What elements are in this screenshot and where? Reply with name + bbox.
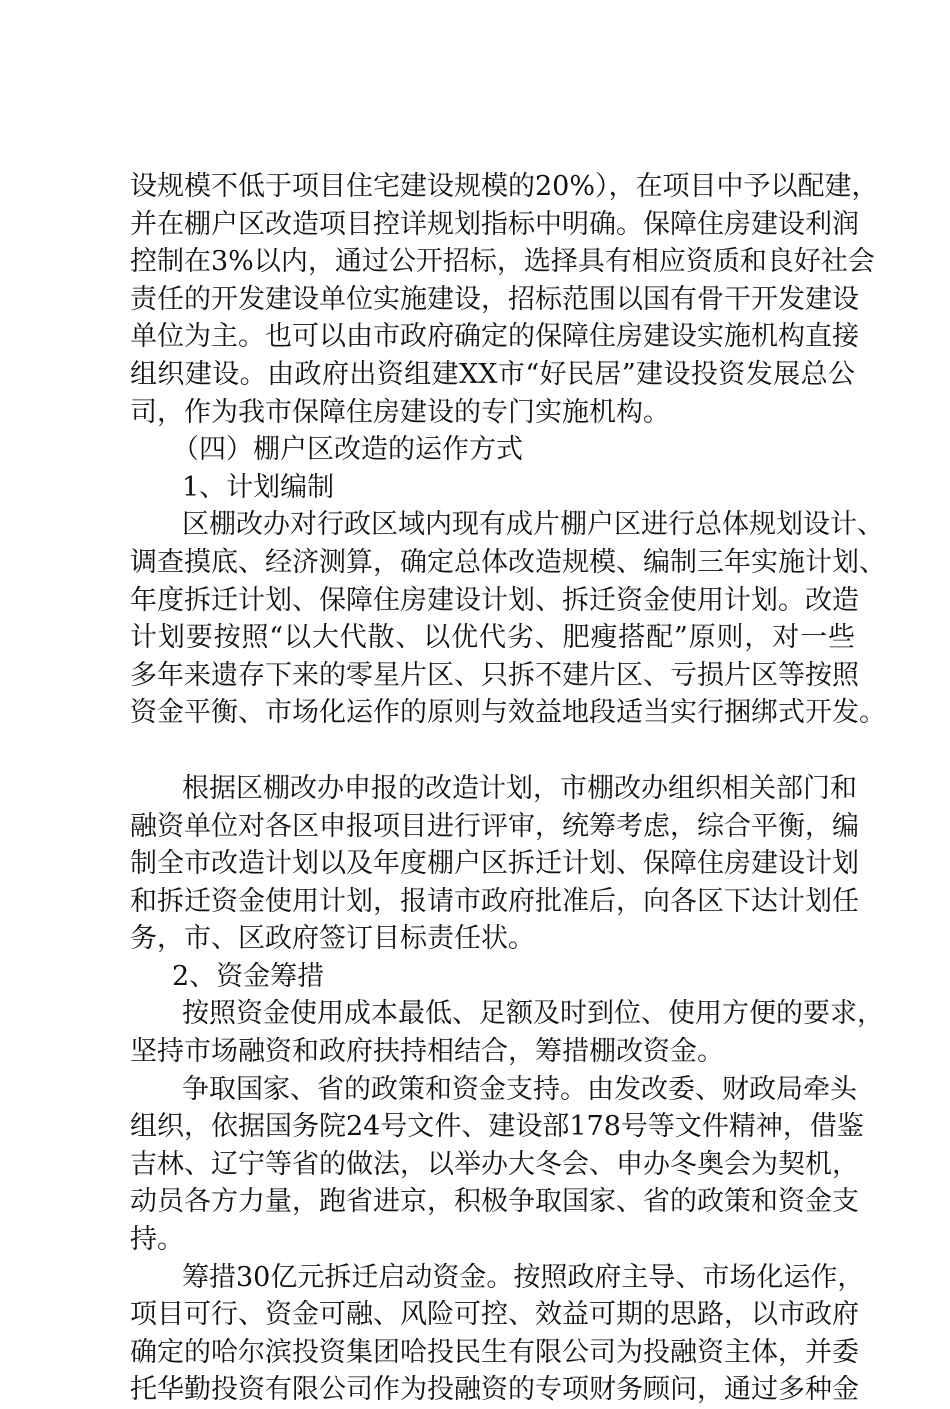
subsection-heading: 2、资金筹措 bbox=[172, 960, 325, 992]
document-body bbox=[130, 168, 886, 1409]
text-line: 司，作为我市保障住房建设的专门实施机构。 bbox=[130, 396, 670, 428]
text-line: 调查摸底、经济测算，确定总体改造规模、编制三年实施计划、 bbox=[130, 546, 886, 578]
text-line: 组织建设。由政府出资组建XX市“好民居”建设投资发展总公 bbox=[130, 358, 855, 390]
text-line: 吉林、辽宁等省的做法，以举办大冬会、申办冬奥会为契机， bbox=[130, 1148, 859, 1180]
text-line: 确定的哈尔滨投资集团哈投民生有限公司为投融资主体，并委 bbox=[130, 1336, 859, 1368]
text-line: 项目可行、资金可融、风险可控、效益可期的思路，以市政府 bbox=[130, 1299, 859, 1331]
text-line: 和拆迁资金使用计划，报请市政府批准后，向各区下达计划任 bbox=[130, 885, 859, 917]
text-line: 计划要按照“以大代散、以优代劣、肥瘦搭配”原则，对一些 bbox=[130, 622, 855, 654]
text-line: 设规模不低于项目住宅建设规模的20%），在项目中予以配建， bbox=[130, 171, 879, 202]
text-line: 融资单位对各区申报项目进行评审，统筹考虑，综合平衡，编 bbox=[130, 810, 859, 842]
text-line: 年度拆迁计划、保障住房建设计划、拆迁资金使用计划。改造 bbox=[130, 584, 859, 616]
subsection-heading: 1、计划编制 bbox=[182, 471, 335, 503]
text-line: 责任的开发建设单位实施建设，招标范围以国有骨干开发建设 bbox=[130, 283, 859, 315]
text-line: 动员各方力量，跑省进京，积极争取国家、省的政策和资金支 bbox=[130, 1186, 859, 1218]
text-line: 托华勤投资有限公司作为投融资的专项财务顾问，通过多种金 bbox=[130, 1374, 859, 1406]
paragraph-gap bbox=[130, 732, 855, 770]
text-line: 争取国家、省的政策和资金支持。由发改委、财政局牵头 bbox=[182, 1073, 857, 1105]
text-line: 持。 bbox=[130, 1224, 184, 1256]
text-line: 务，市、区政府签订目标责任状。 bbox=[130, 923, 535, 955]
text-line: 组织，依据国务院24号文件、建设部178号等文件精神，借鉴 bbox=[130, 1111, 864, 1143]
text-line: 制全市改造计划以及年度棚户区拆迁计划、保障住房建设计划 bbox=[130, 848, 859, 880]
text-line: 坚持市场融资和政府扶持相结合，筹措棚改资金。 bbox=[130, 1036, 724, 1068]
text-line: 按照资金使用成本最低、足额及时到位、使用方便的要求， bbox=[182, 998, 884, 1030]
text-line: 区棚改办对行政区域内现有成片棚户区进行总体规划设计、 bbox=[182, 509, 884, 541]
text-line: 筹措30亿元拆迁启动资金。按照政府主导、市场化运作， bbox=[182, 1261, 865, 1293]
section-heading: （四）棚户区改造的运作方式 bbox=[172, 434, 523, 466]
text-line: 单位为主。也可以由市政府确定的保障住房建设实施机构直接 bbox=[130, 321, 859, 353]
text-line: 多年来遗存下来的零星片区、只拆不建片区、亏损片区等按照 bbox=[130, 659, 859, 691]
text-line: 并在棚户区改造项目控详规划指标中明确。保障住房建设利润 bbox=[130, 208, 859, 240]
text-line: 控制在3%以内，通过公开招标，选择具有相应资质和良好社会 bbox=[130, 246, 875, 278]
text-line: 资金平衡、市场化运作的原则与效益地段适当实行捆绑式开发。 bbox=[130, 697, 886, 729]
text-line: 根据区棚改办申报的改造计划，市棚改办组织相关部门和 bbox=[182, 772, 857, 804]
